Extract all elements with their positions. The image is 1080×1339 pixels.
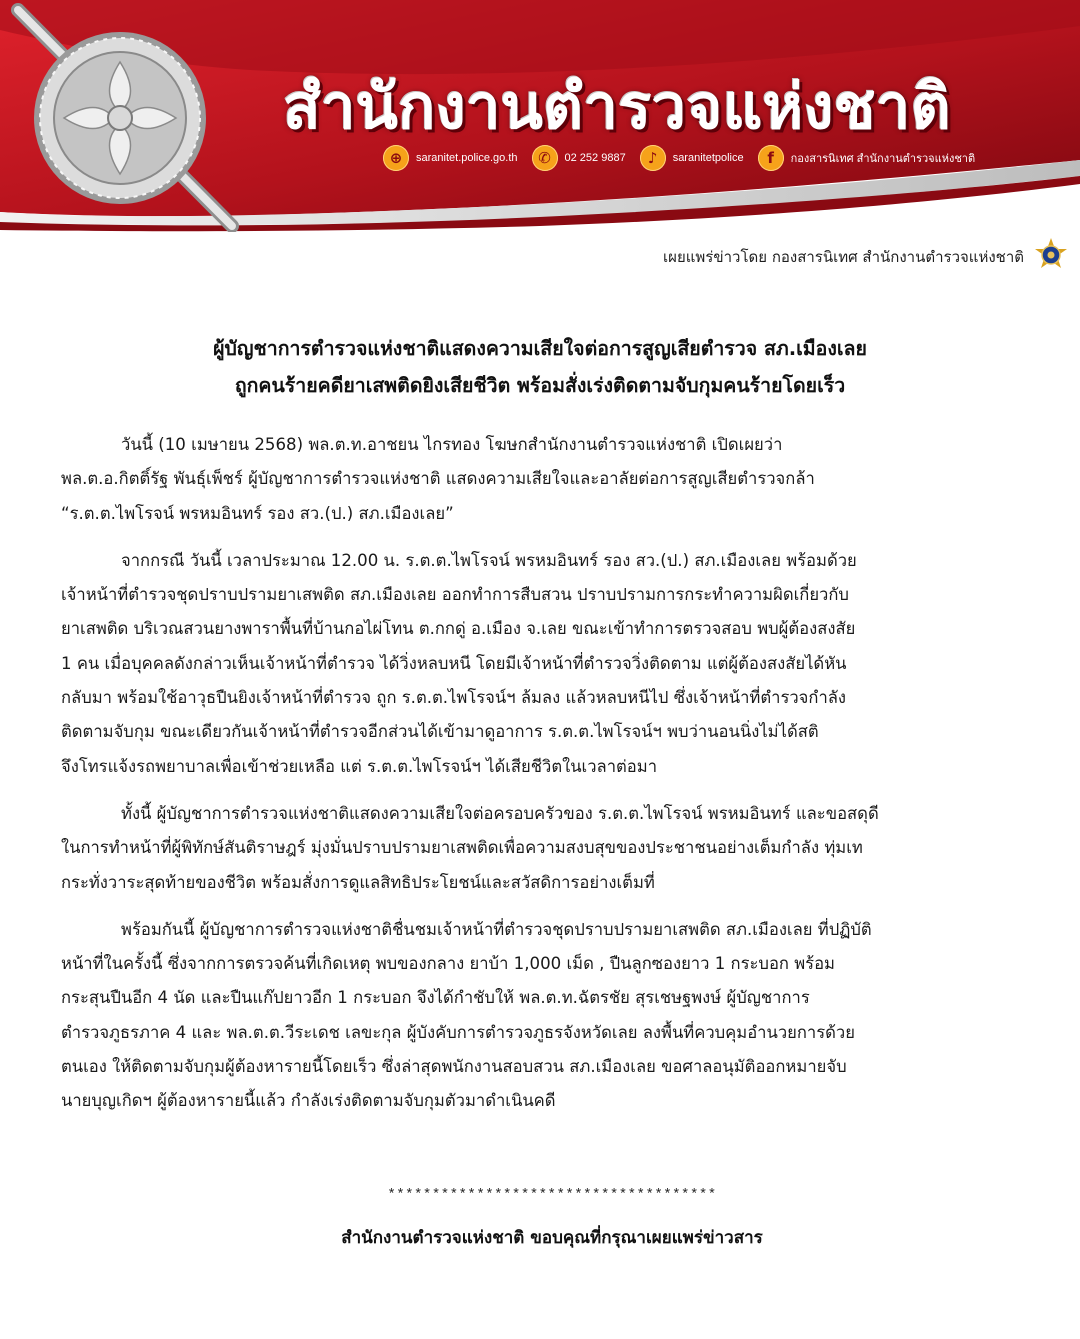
paragraph-line: “ร.ต.ต.ไพโรจน์ พรหมอินทร์ รอง สว.(ป.) สภ.เมืองเลย” [61,503,454,523]
paragraph-line: กระทั่งวาระสุดท้ายของชีวิต พร้อมสั่งการดูแลสิทธิประโยชน์และสวัสดิการอย่างเต็มที่ [61,872,655,892]
paragraph [61,913,974,1119]
paragraph-line: เจ้าหน้าที่ตำรวจชุดปราบปรามยาเสพติด สภ.เมืองเลย ออกทำการสืบสวน ปราบปรามการกระทำความผิดเกี่ยวกับ [61,585,849,605]
paragraph [61,797,974,900]
tiktok-text: saranitetpolice [672,152,744,164]
paragraph [61,428,974,531]
paragraph-line: ยาเสพติด บริเวณสวนยางพาราพื้นที่บ้านกอไผ่โทน ต.กกดู่ อ.เมือง จ.เลย ขณะเข้าทำการตรวจสอบ พบผู้ต้องสงสัย [61,619,856,639]
paragraph-line: ตำรวจภูธรภาค 4 และ พล.ต.ต.วีระเดช เลขะกุล ผู้บังคับการตำรวจภูธรจังหวัดเลย ลงพื้นที่ควบคุมอำนวยการด้วย [61,1022,855,1042]
article-body [61,428,974,1132]
paragraph-line: พล.ต.อ.กิตติ์รัฐ พันธุ์เพ็ชร์ ผู้บัญชาการตำรวจแห่งชาติ แสดงความเสียใจและอาลัยต่อการสูญเสียตำรวจกล้า [61,469,815,489]
paragraph-line: ติดตามจับกุม ขณะเดียวกันเจ้าหน้าที่ตำรวจอีกส่วนได้เข้ามาดูอาการ ร.ต.ต.ไพโรจน์ฯ พบว่านอนนิ่งไม่ได้สติ [61,722,819,742]
paragraph-line: กลับมา พร้อมใช้อาวุธปืนยิงเจ้าหน้าที่ตำรวจ ถูก ร.ต.ต.ไพโรจน์ฯ ล้มลง แล้วหลบหนีไป ซึ่งเจ้าหน้าที่ตำรวจกำลัง [61,688,847,708]
header-banner [0,0,1080,232]
paragraph [61,544,974,784]
tiktok-icon: ♪ [640,145,666,171]
closing-line: สำนักงานตำรวจแห่งชาติ ขอบคุณที่กรุณาเผยแพร่ข่าวสาร [341,1228,763,1248]
globe-icon: ⊕ [383,145,409,171]
contact-phone[interactable] [532,145,626,171]
police-emblem-icon [0,0,250,232]
separator-stars: ************************************* [387,1187,717,1203]
phone-text: 02 252 9887 [564,152,626,164]
paragraph-line: พร้อมกันนี้ ผู้บัญชาการตำรวจแห่งชาติชื่นชมเจ้าหน้าที่ตำรวจชุดปราบปรามยาเสพติด สภ.เมืองเลย ที่ปฏิบัติ [121,919,872,939]
paragraph-line: จึงโทรแจ้งรถพยาบาลเพื่อเข้าช่วยเหลือ แต่ ร.ต.ต.ไพโรจน์ฯ ได้เสียชีวิตในเวลาต่อมา [61,756,658,776]
information-division-badge-icon [1033,237,1069,273]
headline-line: ผู้บัญชาการตำรวจแห่งชาติแสดงความเสียใจต่อการสูญเสียตำรวจ สภ.เมืองเลย [213,337,867,360]
paragraph-line: ตนเอง ให้ติดตามจับกุมผู้ต้องหารายนี้โดยเร็ว ซึ่งล่าสุดพนักงานสอบสวน สภ.เมืองเลย ขอศาลอนุมัติออกหมายจับ [61,1057,847,1077]
paragraph-line: วันนี้ (10 เมษายน 2568) พล.ต.ท.อาชยน ไกรทอง โฆษกสำนักงานตำรวจแห่งชาติ เปิดเผยว่า [121,435,783,454]
contact-facebook[interactable] [758,145,976,171]
facebook-icon: f [758,145,784,171]
facebook-text: กองสารนิเทศ สำนักงานตำรวจแห่งชาติ [790,153,976,165]
contact-website[interactable] [383,145,518,171]
paragraph-line: หน้าที่ในครั้งนี้ ซึ่งจากการตรวจค้นที่เกิดเหตุ พบของกลาง ยาบ้า 1,000 เม็ด , ปืนลูกซองยาว 1 กระบอก พร้อม [61,954,835,974]
headline-line: ถูกคนร้ายคดียาเสพติดยิงเสียชีวิต พร้อมสั่งเร่งติดตามจับกุมคนร้ายโดยเร็ว [234,374,846,397]
contact-tiktok[interactable] [640,145,744,171]
organization-title: สำนักงานตำรวจแห่งชาติ [283,70,951,143]
website-text: saranitet.police.go.th [416,152,518,164]
paragraph-line: ในการทำหน้าที่ผู้พิทักษ์สันติราษฎร์ มุ่งมั่นปราบปรามยาเสพติดเพื่อความสงบสุขของประชาชนอย่างเต็มกำลัง ทุ่มเท [61,838,863,858]
paragraph-line: จากกรณี วันนี้ เวลาประมาณ 12.00 น. ร.ต.ต.ไพโรจน์ พรหมอินทร์ รอง สว.(ป.) สภ.เมืองเลย พร้อมด้วย [121,550,857,570]
publisher-line: เผยแพร่ข่าวโดย กองสารนิเทศ สำนักงานตำรวจแห่งชาติ [663,248,1024,266]
paragraph-line: ทั้งนี้ ผู้บัญชาการตำรวจแห่งชาติแสดงความเสียใจต่อครอบครัวของ ร.ต.ต.ไพโรจน์ พรหมอินทร์ และขอสดุดี [121,803,879,823]
paragraph-line: 1 คน เมื่อบุคคลดังกล่าวเห็นเจ้าหน้าที่ตำรวจ ได้วิ่งหลบหนี โดยมีเจ้าหน้าที่ตำรวจวิ่งติดตาม แต่ผู้ต้องสงสัยได้หัน [61,653,847,673]
contact-bar [383,144,975,172]
paragraph-line: กระสุนปืนอีก 4 นัด และปืนแก๊ปยาวอีก 1 กระบอก จึงได้กำชับให้ พล.ต.ท.ฉัตรชัย สุรเชษฐพงษ์ ผู้บัญชาการ [61,988,810,1008]
phone-icon: ✆ [532,145,558,171]
paragraph-line: นายบุญเกิดฯ ผู้ต้องหารายนี้แล้ว กำลังเร่งติดตามจับกุมตัวมาดำเนินคดี [61,1091,556,1111]
headline [60,330,1020,404]
